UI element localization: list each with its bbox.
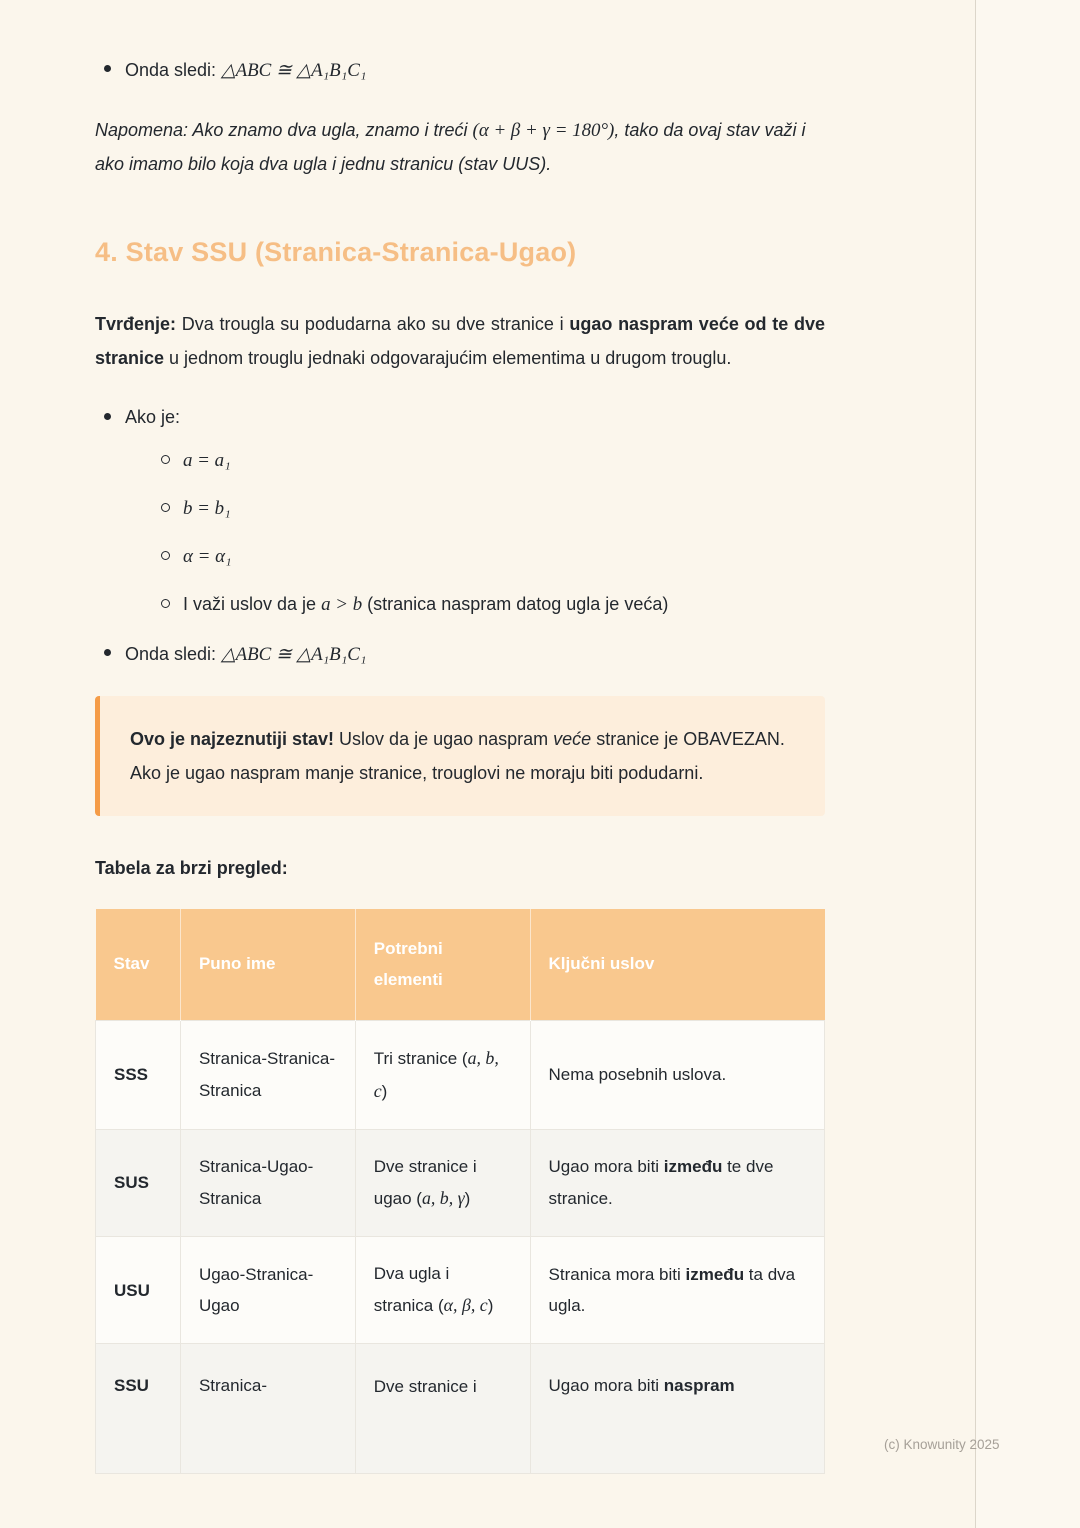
uslov-text: Ugao mora biti xyxy=(548,1376,664,1396)
table-row-ssu xyxy=(96,1344,825,1474)
header-potrebni-elementi: Potrebni elementi xyxy=(355,909,530,1020)
puno-ime-cell: Stranica-Stranica-Stranica xyxy=(180,1020,355,1129)
uslov-text: Stranica mora biti xyxy=(548,1264,686,1284)
warning-callout xyxy=(95,696,825,816)
elementi-text: Dve stranice i xyxy=(373,1377,477,1397)
tvrdjenje-paragraph xyxy=(95,307,825,375)
puno-ime-cell: Stranica- xyxy=(180,1344,355,1474)
header-puno-ime: Puno ime xyxy=(180,909,355,1020)
elementi-cell xyxy=(355,1020,530,1129)
header-stav: Stav xyxy=(96,909,181,1020)
onda-sledi-label: Onda sledi: xyxy=(125,60,222,80)
condition-item xyxy=(155,540,825,574)
congruence-formula: △ABC ≅ △A₁B₁C₁ xyxy=(221,60,367,81)
condition-item xyxy=(155,492,825,526)
copyright-footer: (c) Knowunity 2025 xyxy=(884,1437,1000,1452)
elementi-cell xyxy=(355,1344,530,1474)
congruence-formula: △ABC ≅ △A₁B₁C₁ xyxy=(221,643,367,665)
elementi-math: a, b, γ xyxy=(421,1188,465,1209)
elementi-text: Dve stranice i ugao ( xyxy=(373,1156,477,1209)
uslov-text: Ugao mora biti xyxy=(548,1157,664,1177)
tvrdjenje-lead-bold: Tvrđenje: xyxy=(95,314,177,335)
napomena-lead: Napomena: Ako znamo dva ugla, znamo i treći xyxy=(95,120,473,141)
elementi-math: a, b, c xyxy=(373,1047,499,1101)
elementi-cell xyxy=(355,1129,530,1236)
condition-text-post: (stranica naspram datog ugla je veća) xyxy=(362,593,669,614)
tvrdjenje-emph-bold: ugao naspram veće od te dve stranice xyxy=(95,314,825,369)
header-kljucni-uslov: Ključni uslov xyxy=(530,909,824,1020)
stav-cell: SSU xyxy=(96,1344,181,1474)
tvrdjenje-text-1: Dva trougla su podudarna ako su dve stranice i xyxy=(176,314,570,335)
conditions-list xyxy=(155,444,825,622)
condition-formula: α = α₁ xyxy=(183,545,232,567)
callout-italic-word: veće xyxy=(553,728,592,749)
elementi-text: ) xyxy=(464,1189,471,1209)
uslov-text: ta dva ugla. xyxy=(548,1264,796,1316)
table-title: Tabela za brzi pregled: xyxy=(95,858,288,879)
condition-formula: a > b xyxy=(321,593,363,615)
ako-je-bullet xyxy=(95,401,825,622)
elementi-text: ) xyxy=(487,1296,494,1316)
condition-item xyxy=(155,588,825,622)
uslov-cell xyxy=(530,1129,824,1236)
uslov-text: te dve stranice. xyxy=(548,1157,774,1208)
condition-text-pre: I važi uslov da je xyxy=(183,593,322,614)
uslov-bold: između xyxy=(663,1157,723,1177)
uslov-cell xyxy=(530,1020,824,1129)
onda-sledi-bullet xyxy=(95,638,825,672)
puno-ime-cell: Stranica-Ugao-Stranica xyxy=(180,1129,355,1236)
uslov-bold: naspram xyxy=(663,1376,735,1396)
pregled-table xyxy=(95,909,825,1475)
tvrdjenje-text-2: u jednom trouglu jednaki odgovarajućim elementima u drugom trouglu. xyxy=(164,348,732,369)
stav-cell: USU xyxy=(96,1237,181,1344)
table-row-sss xyxy=(96,1020,825,1129)
elementi-cell xyxy=(355,1237,530,1344)
table-header-row xyxy=(96,909,825,1020)
elementi-text: Tri stranice ( xyxy=(373,1048,468,1068)
elementi-text: Dva ugla i stranica ( xyxy=(373,1264,450,1316)
stav-cell: SUS xyxy=(96,1129,181,1236)
table-row-sus xyxy=(96,1129,825,1236)
puno-ime-cell: Ugao-Stranica-Ugao xyxy=(180,1237,355,1344)
stav-cell: SSS xyxy=(96,1020,181,1129)
uslov-cell xyxy=(530,1237,824,1344)
angle-sum-formula: (α + β + γ = 180°) xyxy=(472,120,615,142)
condition-formula: a = a₁ xyxy=(183,449,231,471)
uslov-cell xyxy=(530,1344,824,1474)
napomena-paragraph xyxy=(95,114,825,180)
napomena-tail: , tako da ovaj stav važi i ako imamo bilo koja dva ugla i jednu stranicu (stav UUS). xyxy=(95,120,806,175)
table-row-usu xyxy=(96,1237,825,1344)
onda-sledi-bullet-top xyxy=(95,54,825,88)
callout-lead-bold: Ovo je najzeznutiji stav! xyxy=(130,728,335,749)
onda-sledi-label: Onda sledi: xyxy=(125,643,222,664)
uslov-bold: između xyxy=(685,1264,745,1284)
section-heading: 4. Stav SSU (Stranica-Stranica-Ugao) xyxy=(95,237,577,268)
callout-text-1: Uslov da je ugao naspram xyxy=(334,728,554,749)
page-margin-strip xyxy=(976,0,1080,1528)
condition-formula: b = b₁ xyxy=(183,497,231,519)
condition-item xyxy=(155,444,825,478)
uslov-text: Nema posebnih uslova. xyxy=(548,1064,727,1084)
callout-text-2: stranice je OBAVEZAN. Ako je ugao naspram manje stranice, trouglovi ne moraju biti podudarni. xyxy=(130,728,785,784)
page-edge-rule xyxy=(975,0,976,1528)
elementi-math: α, β, c xyxy=(443,1295,488,1316)
ako-je-label: Ako je: xyxy=(125,407,181,428)
elementi-text: ) xyxy=(381,1081,388,1101)
document-content xyxy=(95,0,825,1474)
